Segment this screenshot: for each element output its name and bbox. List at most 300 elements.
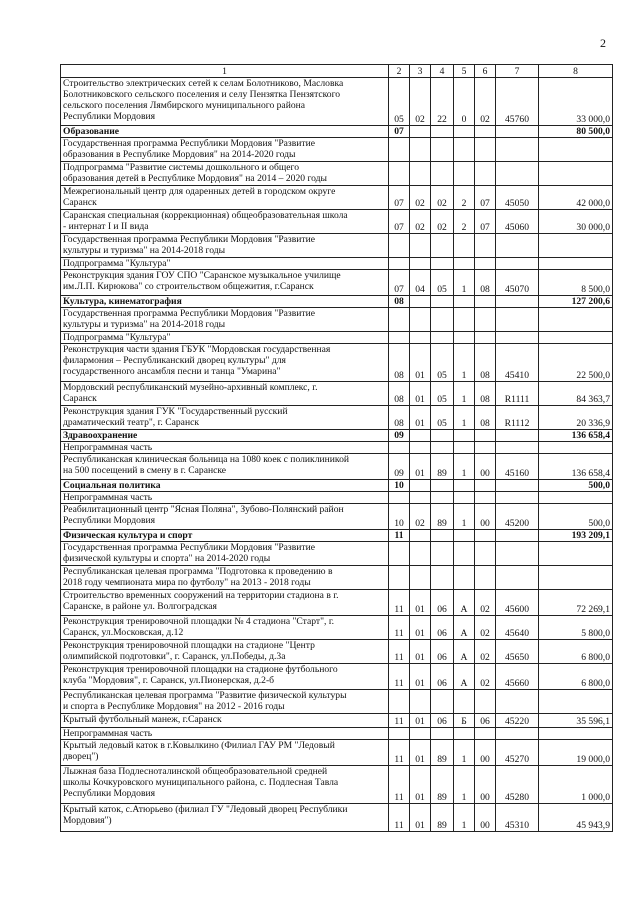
- subsection-code-cell: [410, 308, 431, 332]
- row-name-cell: Реконструкция тренировочной площадки на стадионе футбольного клуба "Мордовия", г. Саранск, ул.Пионерская, д.2-б: [61, 664, 389, 690]
- section-code-cell: 07: [389, 186, 410, 210]
- table-row: [61, 138, 613, 162]
- direction-code-cell: 08: [475, 406, 496, 430]
- amount-cell: [539, 492, 613, 504]
- direction-code-cell: 00: [475, 740, 496, 766]
- table-row: [61, 382, 613, 406]
- section-code-cell: 11: [389, 740, 410, 766]
- amount-cell: 42 000,0: [539, 186, 613, 210]
- target-article-cell: [496, 258, 539, 270]
- row-name-cell: Республиканская целевая программа "Подготовка к проведению в 2018 году чемпионата мира по футболу" на 2013 - 2018 годы: [61, 566, 389, 590]
- program-code-cell: 22: [431, 78, 454, 126]
- row-name-cell: Реконструкция части здания ГБУК "Мордовская государственная филармония – Республиканский дворец культуры" для государственного ансамбля песни и танца "Умарина": [61, 344, 389, 382]
- target-article-cell: 45160: [496, 454, 539, 480]
- section-code-cell: 11: [389, 530, 410, 542]
- direction-code-cell: 00: [475, 504, 496, 530]
- target-article-cell: [496, 138, 539, 162]
- section-code-cell: 11: [389, 590, 410, 616]
- section-code-cell: 08: [389, 296, 410, 308]
- subsection-code-cell: [410, 430, 431, 442]
- row-name-cell: Реконструкция тренировочной площадки № 4 стадиона "Старт", г. Саранск, ул.Московская, д.12: [61, 616, 389, 640]
- target-article-cell: [496, 332, 539, 344]
- subprogram-code-cell: [454, 126, 475, 138]
- subsection-code-cell: [410, 162, 431, 186]
- direction-code-cell: [475, 126, 496, 138]
- direction-code-cell: [475, 728, 496, 740]
- subsection-code-cell: 01: [410, 406, 431, 430]
- program-code-cell: [431, 566, 454, 590]
- direction-code-cell: 07: [475, 210, 496, 234]
- target-article-cell: [496, 430, 539, 442]
- program-code-cell: 05: [431, 270, 454, 296]
- row-name-cell: Реконструкция тренировочной площадки на стадионе "Центр олимпийской подготовки", г. Саранск, ул.Победы, д.3а: [61, 640, 389, 664]
- subsection-code-cell: [410, 690, 431, 714]
- section-code-cell: 11: [389, 714, 410, 728]
- row-name-cell: Непрограммная часть: [61, 728, 389, 740]
- direction-code-cell: [475, 258, 496, 270]
- table-row: [61, 234, 613, 258]
- program-code-cell: [431, 430, 454, 442]
- amount-cell: [539, 138, 613, 162]
- subprogram-code-cell: 1: [454, 766, 475, 804]
- direction-code-cell: 02: [475, 640, 496, 664]
- subsection-code-cell: 01: [410, 766, 431, 804]
- target-article-cell: [496, 530, 539, 542]
- target-article-cell: 45220: [496, 714, 539, 728]
- section-row: [61, 530, 613, 542]
- subsection-code-cell: [410, 492, 431, 504]
- program-code-cell: [431, 258, 454, 270]
- target-article-cell: 45070: [496, 270, 539, 296]
- section-code-cell: 08: [389, 406, 410, 430]
- subprogram-code-cell: А: [454, 664, 475, 690]
- target-article-cell: [496, 234, 539, 258]
- table-row: [61, 714, 613, 728]
- program-code-cell: [431, 492, 454, 504]
- program-code-cell: [431, 480, 454, 492]
- row-name-cell: Реконструкция здания ГОУ СПО "Саранское музыкальное училище им.Л.П. Кирюкова" со строительством общежития, г.Саранск: [61, 270, 389, 296]
- subsection-code-cell: 01: [410, 804, 431, 832]
- subprogram-code-cell: [454, 442, 475, 454]
- row-name-cell: Физическая культура и спорт: [61, 530, 389, 542]
- subprogram-code-cell: 1: [454, 270, 475, 296]
- section-code-cell: 07: [389, 126, 410, 138]
- subprogram-code-cell: [454, 162, 475, 186]
- subprogram-code-cell: 1: [454, 382, 475, 406]
- subsection-code-cell: [410, 258, 431, 270]
- table-row: [61, 162, 613, 186]
- direction-code-cell: [475, 138, 496, 162]
- subsection-code-cell: 01: [410, 454, 431, 480]
- target-article-cell: 45280: [496, 766, 539, 804]
- amount-cell: [539, 690, 613, 714]
- program-code-cell: 06: [431, 616, 454, 640]
- program-code-cell: [431, 162, 454, 186]
- target-article-cell: R1112: [496, 406, 539, 430]
- subprogram-code-cell: [454, 690, 475, 714]
- direction-code-cell: [475, 442, 496, 454]
- direction-code-cell: [475, 566, 496, 590]
- program-code-cell: [431, 126, 454, 138]
- table-row: [61, 258, 613, 270]
- program-code-cell: 06: [431, 590, 454, 616]
- row-name-cell: Государственная программа Республики Мордовия "Развитие культуры и туризма" на 2014-2018 годы: [61, 308, 389, 332]
- section-code-cell: 11: [389, 640, 410, 664]
- direction-code-cell: [475, 296, 496, 308]
- target-article-cell: [496, 162, 539, 186]
- row-name-cell: Государственная программа Республики Мордовия "Развитие образования в Республике Мордовия" на 2014-2020 годы: [61, 138, 389, 162]
- table-row: [61, 766, 613, 804]
- subsection-code-cell: 01: [410, 640, 431, 664]
- table-row: [61, 664, 613, 690]
- subprogram-code-cell: 2: [454, 186, 475, 210]
- row-name-cell: Государственная программа Республики Мордовия "Развитие культуры и туризма" на 2014-2018 годы: [61, 234, 389, 258]
- row-name-cell: Крытый ледовый каток в г.Ковылкино (Филиал ГАУ РМ "Ледовый дворец"): [61, 740, 389, 766]
- subprogram-code-cell: 2: [454, 210, 475, 234]
- target-article-cell: R1111: [496, 382, 539, 406]
- program-code-cell: 05: [431, 406, 454, 430]
- table-row: [61, 542, 613, 566]
- target-article-cell: 45650: [496, 640, 539, 664]
- table-row: [61, 566, 613, 590]
- section-code-cell: 07: [389, 270, 410, 296]
- column-header: 1: [61, 65, 389, 78]
- direction-code-cell: 06: [475, 714, 496, 728]
- row-name-cell: Государственная программа Республики Мордовия "Развитие физической культуры и спорта" на 2014-2020 годы: [61, 542, 389, 566]
- target-article-cell: 45050: [496, 186, 539, 210]
- subprogram-code-cell: [454, 480, 475, 492]
- column-header: 5: [454, 65, 475, 78]
- amount-cell: [539, 258, 613, 270]
- amount-cell: 30 000,0: [539, 210, 613, 234]
- program-code-cell: 05: [431, 382, 454, 406]
- program-code-cell: 06: [431, 640, 454, 664]
- row-name-cell: Строительство временных сооружений на территории стадиона в г. Саранске, в районе ул. Волгоградская: [61, 590, 389, 616]
- target-article-cell: [496, 542, 539, 566]
- subsection-code-cell: 01: [410, 740, 431, 766]
- subprogram-code-cell: А: [454, 640, 475, 664]
- direction-code-cell: 02: [475, 616, 496, 640]
- section-code-cell: [389, 728, 410, 740]
- subprogram-code-cell: [454, 296, 475, 308]
- section-code-cell: [389, 332, 410, 344]
- section-code-cell: [389, 162, 410, 186]
- row-name-cell: Межрегиональный центр для одаренных детей в городском округе Саранск: [61, 186, 389, 210]
- program-code-cell: [431, 234, 454, 258]
- row-name-cell: Непрограммная часть: [61, 442, 389, 454]
- subprogram-code-cell: 1: [454, 344, 475, 382]
- amount-cell: [539, 542, 613, 566]
- table-row: [61, 504, 613, 530]
- direction-code-cell: [475, 690, 496, 714]
- table-row: [61, 78, 613, 126]
- amount-cell: 72 269,1: [539, 590, 613, 616]
- program-code-cell: [431, 138, 454, 162]
- subsection-code-cell: [410, 138, 431, 162]
- table-row: [61, 640, 613, 664]
- program-code-cell: [431, 530, 454, 542]
- table-header-row: [61, 65, 613, 78]
- program-code-cell: 89: [431, 504, 454, 530]
- section-code-cell: [389, 492, 410, 504]
- target-article-cell: 45310: [496, 804, 539, 832]
- section-code-cell: 11: [389, 664, 410, 690]
- amount-cell: [539, 234, 613, 258]
- subsection-code-cell: [410, 530, 431, 542]
- section-code-cell: [389, 258, 410, 270]
- direction-code-cell: [475, 234, 496, 258]
- section-code-cell: 08: [389, 344, 410, 382]
- direction-code-cell: 02: [475, 590, 496, 616]
- subprogram-code-cell: [454, 566, 475, 590]
- direction-code-cell: 08: [475, 270, 496, 296]
- subprogram-code-cell: [454, 530, 475, 542]
- row-name-cell: Здравоохранение: [61, 430, 389, 442]
- direction-code-cell: [475, 492, 496, 504]
- target-article-cell: [496, 296, 539, 308]
- subprogram-code-cell: [454, 542, 475, 566]
- direction-code-cell: 00: [475, 454, 496, 480]
- row-name-cell: Крытый каток, с.Атюрьево (филиал ГУ "Ледовый дворец Республики Мордовия"): [61, 804, 389, 832]
- table-row: [61, 186, 613, 210]
- program-code-cell: 89: [431, 804, 454, 832]
- subsection-code-cell: 01: [410, 590, 431, 616]
- direction-code-cell: 02: [475, 664, 496, 690]
- subsection-code-cell: 02: [410, 210, 431, 234]
- program-code-cell: [431, 542, 454, 566]
- subprogram-code-cell: 1: [454, 454, 475, 480]
- section-code-cell: 09: [389, 454, 410, 480]
- section-code-cell: [389, 442, 410, 454]
- subprogram-code-cell: А: [454, 616, 475, 640]
- amount-cell: 80 500,0: [539, 126, 613, 138]
- budget-table: [60, 64, 613, 832]
- amount-cell: 33 000,0: [539, 78, 613, 126]
- direction-code-cell: [475, 542, 496, 566]
- table-row: [61, 728, 613, 740]
- amount-cell: [539, 566, 613, 590]
- amount-cell: 84 363,7: [539, 382, 613, 406]
- subsection-code-cell: 01: [410, 344, 431, 382]
- section-code-cell: [389, 542, 410, 566]
- amount-cell: 1 000,0: [539, 766, 613, 804]
- row-name-cell: Непрограммная часть: [61, 492, 389, 504]
- section-code-cell: 05: [389, 78, 410, 126]
- row-name-cell: Лыжная база Подлесноталинской общеобразовательной средней школы Кочкуровского муниципального района, с. Подлесная Тавла Республики Мордовия: [61, 766, 389, 804]
- column-header: 3: [410, 65, 431, 78]
- page-number: 2: [600, 36, 606, 50]
- table-row: [61, 590, 613, 616]
- subsection-code-cell: 02: [410, 186, 431, 210]
- subsection-code-cell: 02: [410, 78, 431, 126]
- amount-cell: 22 500,0: [539, 344, 613, 382]
- subsection-code-cell: [410, 480, 431, 492]
- section-code-cell: 09: [389, 430, 410, 442]
- table-row: [61, 344, 613, 382]
- target-article-cell: [496, 728, 539, 740]
- target-article-cell: [496, 308, 539, 332]
- amount-cell: 45 943,9: [539, 804, 613, 832]
- section-code-cell: 11: [389, 766, 410, 804]
- subprogram-code-cell: [454, 138, 475, 162]
- subsection-code-cell: 02: [410, 504, 431, 530]
- amount-cell: [539, 442, 613, 454]
- column-header: 4: [431, 65, 454, 78]
- direction-code-cell: 00: [475, 804, 496, 832]
- subprogram-code-cell: [454, 430, 475, 442]
- program-code-cell: 06: [431, 664, 454, 690]
- row-name-cell: Социальная политика: [61, 480, 389, 492]
- program-code-cell: 06: [431, 714, 454, 728]
- column-header: 2: [389, 65, 410, 78]
- table-row: [61, 406, 613, 430]
- row-name-cell: Мордовский республиканский музейно-архивный комплекс, г. Саранск: [61, 382, 389, 406]
- subsection-code-cell: [410, 126, 431, 138]
- amount-cell: 500,0: [539, 480, 613, 492]
- table-row: [61, 270, 613, 296]
- subsection-code-cell: [410, 728, 431, 740]
- subsection-code-cell: [410, 296, 431, 308]
- subprogram-code-cell: [454, 728, 475, 740]
- program-code-cell: 02: [431, 186, 454, 210]
- amount-cell: 5 800,0: [539, 616, 613, 640]
- target-article-cell: 45060: [496, 210, 539, 234]
- subsection-code-cell: 01: [410, 616, 431, 640]
- direction-code-cell: [475, 308, 496, 332]
- direction-code-cell: [475, 530, 496, 542]
- program-code-cell: [431, 728, 454, 740]
- subprogram-code-cell: 1: [454, 804, 475, 832]
- subprogram-code-cell: [454, 492, 475, 504]
- row-name-cell: Республиканская клиническая больница на 1080 коек с поликлиникой на 500 посещений в смену в г. Саранске: [61, 454, 389, 480]
- subprogram-code-cell: А: [454, 590, 475, 616]
- subsection-code-cell: [410, 566, 431, 590]
- program-code-cell: 89: [431, 740, 454, 766]
- row-name-cell: Саранская специальная (коррекционная) общеобразовательная школа - интернат I и II вида: [61, 210, 389, 234]
- program-code-cell: [431, 332, 454, 344]
- section-code-cell: [389, 308, 410, 332]
- direction-code-cell: [475, 430, 496, 442]
- amount-cell: 6 800,0: [539, 664, 613, 690]
- table-row: [61, 740, 613, 766]
- amount-cell: 8 500,0: [539, 270, 613, 296]
- direction-code-cell: [475, 332, 496, 344]
- target-article-cell: 45200: [496, 504, 539, 530]
- section-code-cell: [389, 138, 410, 162]
- section-code-cell: 07: [389, 210, 410, 234]
- subprogram-code-cell: [454, 332, 475, 344]
- subprogram-code-cell: 1: [454, 740, 475, 766]
- target-article-cell: 45660: [496, 664, 539, 690]
- row-name-cell: Республиканская целевая программа "Развитие физической культуры и спорта в Республике Мордовия" на 2012 - 2016 годы: [61, 690, 389, 714]
- program-code-cell: 89: [431, 454, 454, 480]
- direction-code-cell: [475, 480, 496, 492]
- table-row: [61, 442, 613, 454]
- amount-cell: 500,0: [539, 504, 613, 530]
- amount-cell: 35 596,1: [539, 714, 613, 728]
- program-code-cell: 89: [431, 766, 454, 804]
- column-header: 7: [496, 65, 539, 78]
- amount-cell: 193 209,1: [539, 530, 613, 542]
- column-header: 6: [475, 65, 496, 78]
- table-row: [61, 804, 613, 832]
- table-row: [61, 616, 613, 640]
- amount-cell: 20 336,9: [539, 406, 613, 430]
- section-row: [61, 126, 613, 138]
- table-row: [61, 308, 613, 332]
- subsection-code-cell: 01: [410, 382, 431, 406]
- target-article-cell: [496, 690, 539, 714]
- target-article-cell: [496, 480, 539, 492]
- direction-code-cell: 02: [475, 78, 496, 126]
- direction-code-cell: 07: [475, 186, 496, 210]
- row-name-cell: Строительство электрических сетей к селам Болотниково, Масловка Болотниковского сельского поселения и селу Пензятка Пензятского сельского поселения Лямбирского муниципального района Республики Мордовия: [61, 78, 389, 126]
- subprogram-code-cell: 1: [454, 406, 475, 430]
- target-article-cell: 45600: [496, 590, 539, 616]
- row-name-cell: Крытый футбольный манеж, г.Саранск: [61, 714, 389, 728]
- subprogram-code-cell: [454, 258, 475, 270]
- row-name-cell: Реконструкция здания ГУК "Государственный русский драматический театр", г. Саранск: [61, 406, 389, 430]
- direction-code-cell: 08: [475, 344, 496, 382]
- amount-cell: [539, 728, 613, 740]
- direction-code-cell: [475, 162, 496, 186]
- row-name-cell: Образование: [61, 126, 389, 138]
- section-code-cell: 10: [389, 504, 410, 530]
- row-name-cell: Подпрограмма "Культура": [61, 258, 389, 270]
- direction-code-cell: 00: [475, 766, 496, 804]
- subprogram-code-cell: Б: [454, 714, 475, 728]
- program-code-cell: [431, 690, 454, 714]
- subprogram-code-cell: 1: [454, 504, 475, 530]
- target-article-cell: [496, 442, 539, 454]
- direction-code-cell: 08: [475, 382, 496, 406]
- subsection-code-cell: 01: [410, 664, 431, 690]
- subsection-code-cell: 04: [410, 270, 431, 296]
- table-row: [61, 690, 613, 714]
- amount-cell: [539, 308, 613, 332]
- subsection-code-cell: [410, 442, 431, 454]
- subprogram-code-cell: 0: [454, 78, 475, 126]
- section-code-cell: 11: [389, 804, 410, 832]
- section-code-cell: 08: [389, 382, 410, 406]
- section-code-cell: [389, 234, 410, 258]
- row-name-cell: Реабилитационный центр "Ясная Поляна", Зубово-Полянский район Республики Мордовия: [61, 504, 389, 530]
- section-code-cell: 10: [389, 480, 410, 492]
- table-row: [61, 210, 613, 234]
- section-code-cell: 11: [389, 616, 410, 640]
- subsection-code-cell: [410, 542, 431, 566]
- target-article-cell: 45640: [496, 616, 539, 640]
- row-name-cell: Подпрограмма "Развитие системы дошкольного и общего образования детей в Республике Мордовия" на 2014 – 2020 годы: [61, 162, 389, 186]
- program-code-cell: [431, 308, 454, 332]
- target-article-cell: 45760: [496, 78, 539, 126]
- subsection-code-cell: [410, 332, 431, 344]
- section-code-cell: [389, 566, 410, 590]
- section-row: [61, 296, 613, 308]
- amount-cell: 19 000,0: [539, 740, 613, 766]
- subsection-code-cell: 01: [410, 714, 431, 728]
- program-code-cell: [431, 296, 454, 308]
- target-article-cell: 45270: [496, 740, 539, 766]
- amount-cell: 136 658,4: [539, 454, 613, 480]
- row-name-cell: Культура, кинематография: [61, 296, 389, 308]
- amount-cell: [539, 332, 613, 344]
- row-name-cell: Подпрограмма "Культура": [61, 332, 389, 344]
- target-article-cell: [496, 492, 539, 504]
- program-code-cell: 02: [431, 210, 454, 234]
- table-row: [61, 332, 613, 344]
- amount-cell: 136 658,4: [539, 430, 613, 442]
